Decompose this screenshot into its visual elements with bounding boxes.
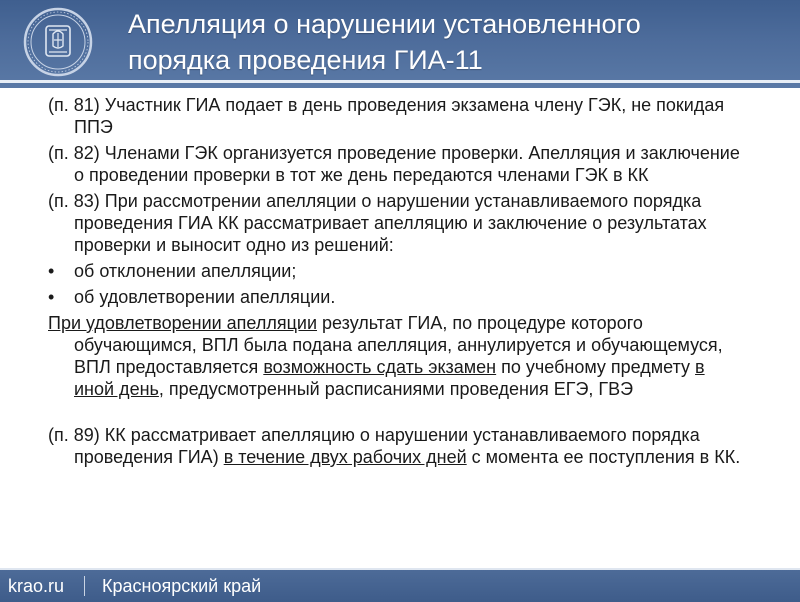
text-run: результат ГИА, по процедуре которого обучающимся, ВПЛ была подана апелляция, аннулируется и обучающемуся, ВПЛ предоставляется — [74, 313, 723, 377]
slide-body — [48, 94, 748, 472]
paragraph-satisfaction — [48, 312, 748, 400]
underlined-phrase: возможность сдать экзамен — [263, 357, 497, 377]
underlined-phrase: в иной день — [74, 357, 705, 399]
footer-region: Красноярский край — [102, 576, 262, 596]
bullet-marker: • — [48, 287, 55, 307]
paragraph-p83: (п. 83) При рассмотрении апелляции о нарушении устанавливаемого порядка проведения ГИА КК рассматривает апелляцию и заключение о результатах проверки и выносит одно из решений: — [48, 191, 707, 255]
paragraph-p81: (п. 81) Участник ГИА подает в день проведения экзамена члену ГЭК, не покидая ППЭ — [48, 95, 725, 137]
paragraph-p89 — [48, 424, 748, 468]
title-line-1: Апелляция о нарушении установленного — [128, 9, 641, 39]
slide-footer — [0, 568, 800, 602]
footer-site-link[interactable]: krao.ru — [8, 576, 65, 596]
emblem-seal-icon — [22, 6, 94, 78]
header-divider — [0, 80, 800, 83]
text-run: , предусмотренный расписаниями проведения ЕГЭ, ГВЭ — [158, 379, 634, 399]
underlined-phrase: При удовлетворении апелляции — [48, 313, 318, 333]
text-run: с момента ее поступления в КК. — [466, 447, 741, 467]
footer-divider — [84, 576, 85, 596]
title-line-2: порядка проведения ГИА-11 — [128, 45, 483, 75]
slide-header — [0, 0, 800, 88]
text-run: по учебному предмету — [496, 357, 696, 377]
bullet-text: об отклонении апелляции; — [74, 261, 297, 281]
bullet-item — [48, 260, 748, 282]
underlined-phrase: в течение двух рабочих дней — [223, 447, 467, 467]
spacer — [48, 404, 748, 424]
text-run: (п. 89) КК рассматривает апелляцию о нарушении устанавливаемого порядка проведения ГИА) — [48, 425, 700, 467]
bullet-marker: • — [48, 261, 55, 281]
bullet-item — [48, 286, 748, 308]
paragraph-p82: (п. 82) Членами ГЭК организуется проведение проверки. Апелляция и заключение о проведении проверки в тот же день передаются членами ГЭК в КК — [48, 143, 740, 185]
bullet-text: об удовлетворении апелляции. — [74, 287, 336, 307]
page-title — [128, 6, 788, 78]
